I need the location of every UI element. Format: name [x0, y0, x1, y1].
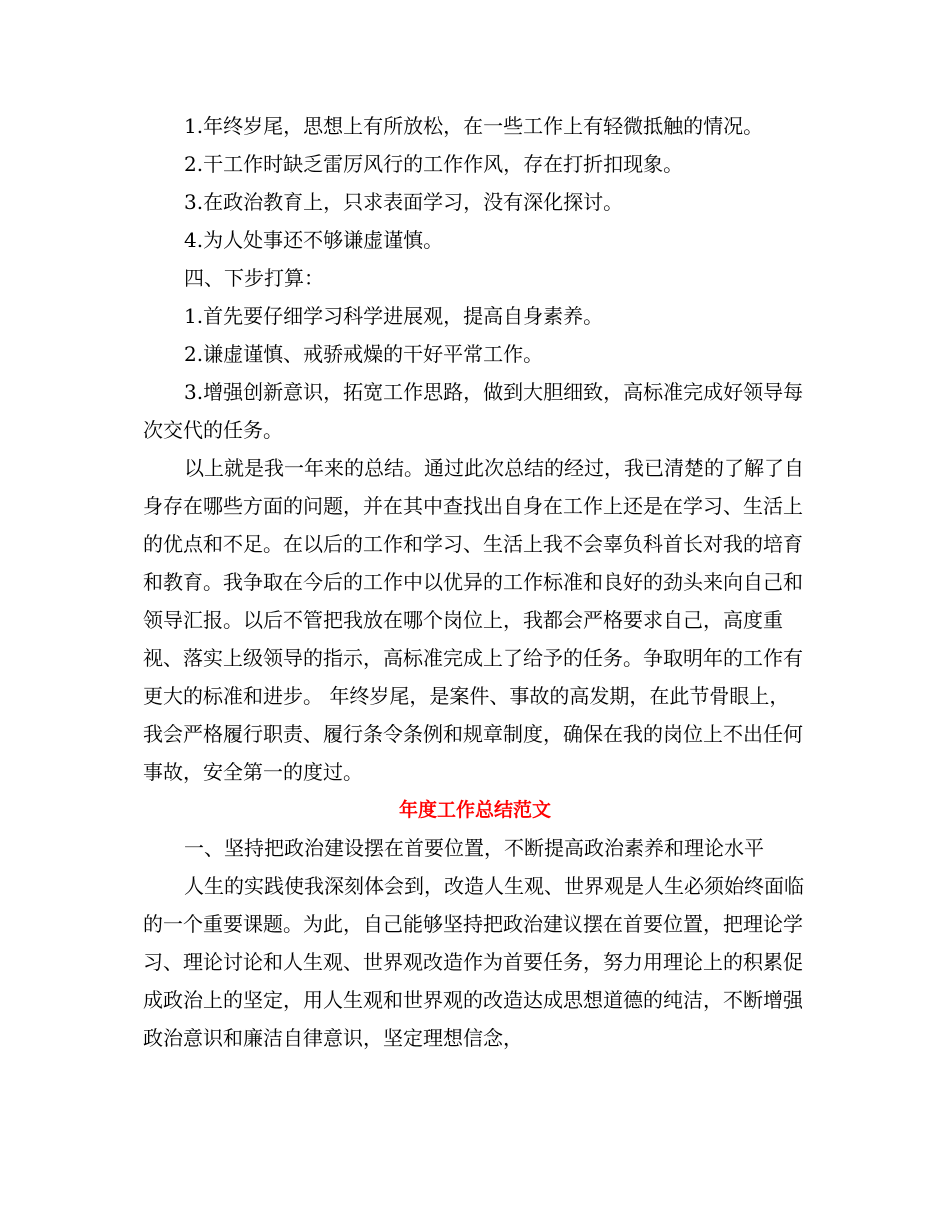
- document-body: [143, 107, 807, 1057]
- section-heading-next-steps: 四、下步打算：: [184, 266, 324, 290]
- summary-paragraph: 以上就是我一年来的总结。通过此次总结的经过，我已清楚的了解了自身存在哪些方面的问题，并在其中查找出自身在工作上还是在学习、生活上的优点和不足。在以后的工作和学习、生活上我不会辜负科首长对我的培育和教育。我争取在今后的工作中以优异的工作标准和良好的劲头来向自己和领导汇报。以后不管把我放在哪个岗位上，我都会严格要求自己，高度重视、落实上级领导的指示，高标准完成上了给予的任务。争取明年的工作有更大的标准和进步。 年终岁尾，是案件、事故的高发期，在此节骨眼上，我会严格履行职责、履行条令条例和规章制度，确保在我的岗位上不出任何事故，安全第一的度过。: [143, 456, 804, 784]
- list-item: 3.在政治教育上，只求表面学习，没有深化探讨。: [184, 190, 624, 214]
- list-item: 1.首先要仔细学习科学进展观，提高自身素养。: [184, 304, 604, 328]
- list-item: 2.干工作时缺乏雷厉风行的工作作风，存在打折扣现象。: [184, 152, 684, 176]
- list-item: 2.谦虚谨慎、戒骄戒燥的干好平常工作。: [184, 342, 544, 366]
- document-title: 年度工作总结范文: [398, 799, 551, 821]
- list-item: 4.为人处事还不够谦虚谨慎。: [184, 228, 444, 252]
- body-paragraph: 人生的实践使我深刻体会到，改造人生观、世界观是人生必须始终面临的一个重要课题。为此，自己能够坚持把政治建议摆在首要位置，把理论学习、理论讨论和人生观、世界观改造作为首要任务，努力用理论上的积累促成政治上的坚定，用人生观和世界观的改造达成思想道德的纯洁，不断增强政治意识和廉洁自律意识，坚定理想信念，: [143, 874, 804, 1050]
- list-item: 1.年终岁尾，思想上有所放松，在一些工作上有轻微抵触的情况。: [184, 114, 764, 138]
- list-item: 3.增强创新意识，拓宽工作思路，做到大胆细致，高标准完成好领导每次交代的任务。: [143, 380, 804, 442]
- section-heading-political: 一、坚持把政治建设摆在首要位置，不断提高政治素养和理论水平: [184, 836, 764, 860]
